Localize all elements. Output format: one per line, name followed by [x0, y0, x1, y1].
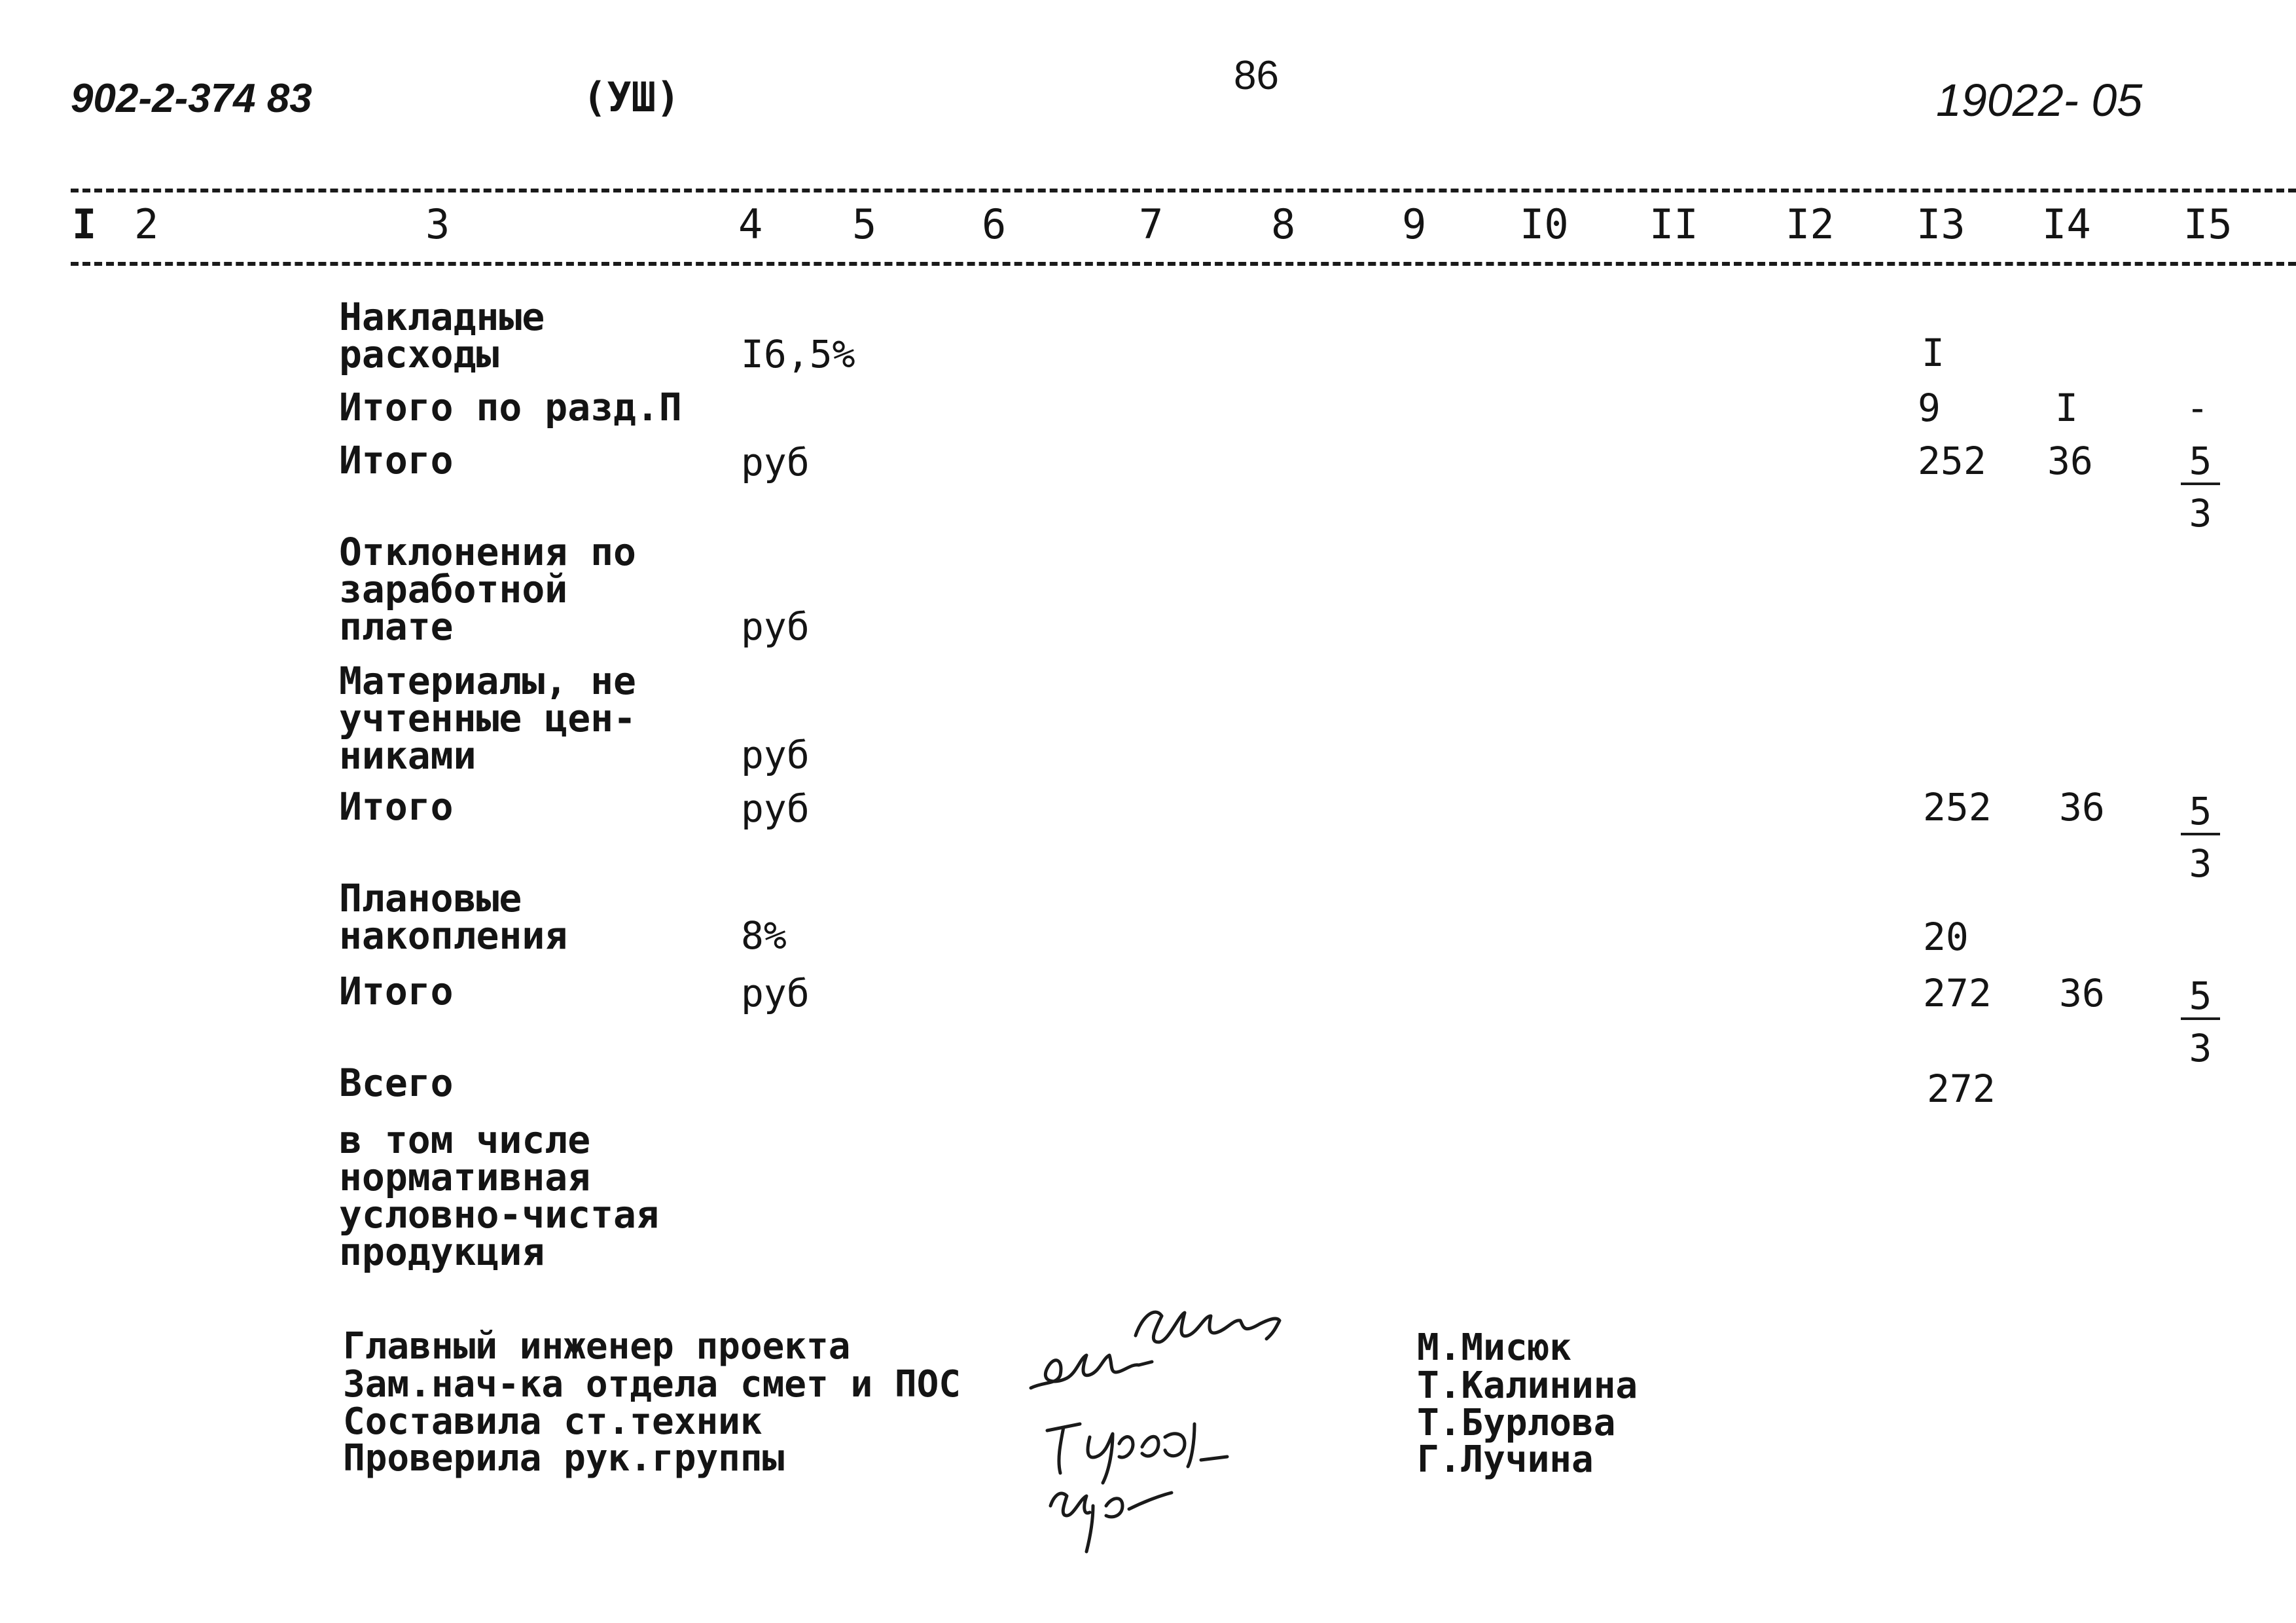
handwritten-signature [0, 0, 1021, 1623]
fraction-numerator: 5 [2181, 792, 2220, 835]
row-col13: 272 [1923, 971, 1992, 1015]
row-label: Материалы, не учтенные цен- никами [339, 659, 636, 778]
row-label: Итого по разд.П [339, 385, 682, 429]
row-col14: I [2055, 386, 2078, 430]
row-col13: 252 [1918, 439, 1986, 483]
signatory-title: Главный инженер проекта [343, 1325, 851, 1368]
row-label: Накладные расходы [339, 295, 545, 376]
row-label: Итого [339, 969, 454, 1013]
row-unit: руб [741, 733, 810, 777]
row-unit: руб [741, 971, 810, 1015]
column-number: I5 [2183, 200, 2233, 248]
signatory-title: Составила ст.техник [343, 1400, 762, 1443]
row-col13: I [1922, 331, 1945, 375]
signatory-title: Зам.нач-ка отдела смет и ПОС [343, 1363, 961, 1406]
column-number: 2 [134, 200, 159, 248]
row-col15: - [2186, 386, 2209, 430]
fraction-numerator: 5 [2181, 977, 2220, 1020]
row-col15-fraction [2181, 439, 2220, 536]
page-number: 86 [1234, 53, 1279, 98]
column-number: I3 [1916, 200, 1965, 248]
row-col15-fraction [2181, 789, 2220, 886]
section-label: (УШ) [583, 73, 681, 121]
column-number: 5 [852, 200, 877, 248]
row-label: Плановые накопления [339, 876, 568, 958]
signatory-name: Т.Бурлова [1417, 1402, 1616, 1444]
row-label: Итого [339, 784, 454, 829]
signatory-name: М.Мисюк [1417, 1326, 1572, 1369]
row-col14: 36 [2059, 785, 2105, 830]
row-unit: руб [741, 440, 810, 484]
column-number: 9 [1402, 200, 1427, 248]
column-number: I2 [1785, 200, 1835, 248]
row-unit: 8% [741, 913, 787, 958]
column-number: 8 [1271, 200, 1296, 248]
handwritten-signature [1021, 1296, 1414, 1558]
fraction-denominator: 3 [2189, 841, 2212, 886]
column-number: 6 [982, 200, 1007, 248]
column-number: 4 [738, 200, 763, 248]
row-col14: 36 [2059, 971, 2105, 1015]
fraction-numerator: 5 [2181, 442, 2220, 485]
column-number: 7 [1139, 200, 1164, 248]
row-col15-fraction [2181, 974, 2220, 1070]
fraction-denominator: 3 [2189, 491, 2212, 536]
row-label: в том числе нормативная условно-чистая продукция [339, 1118, 659, 1274]
row-col13: 9 [1918, 386, 1941, 430]
row-col13: 272 [1927, 1067, 1996, 1111]
row-col13: 20 [1923, 915, 1969, 959]
signatory-title: Проверила рук.группы [343, 1437, 785, 1480]
row-label: Отклонения по заработной плате [339, 530, 636, 649]
column-number: I4 [2042, 200, 2091, 248]
row-col14: 36 [2047, 439, 2093, 483]
row-col13: 252 [1923, 785, 1992, 830]
row-label: Итого [339, 438, 454, 483]
row-unit: руб [741, 786, 810, 831]
row-label: Всего [339, 1061, 454, 1105]
column-number: I [72, 200, 97, 248]
column-number: 3 [425, 200, 450, 248]
document-number: 902-2-374 83 [71, 76, 312, 121]
column-number: II [1649, 200, 1698, 248]
fraction-denominator: 3 [2189, 1026, 2212, 1070]
column-number: I0 [1520, 200, 1569, 248]
archive-code: 19022- 05 [1936, 75, 2143, 126]
row-unit: I6,5% [741, 332, 855, 376]
row-unit: руб [741, 604, 810, 649]
signatory-name: Г.Лучина [1417, 1438, 1594, 1481]
signatory-name: Т.Калинина [1417, 1364, 1638, 1407]
